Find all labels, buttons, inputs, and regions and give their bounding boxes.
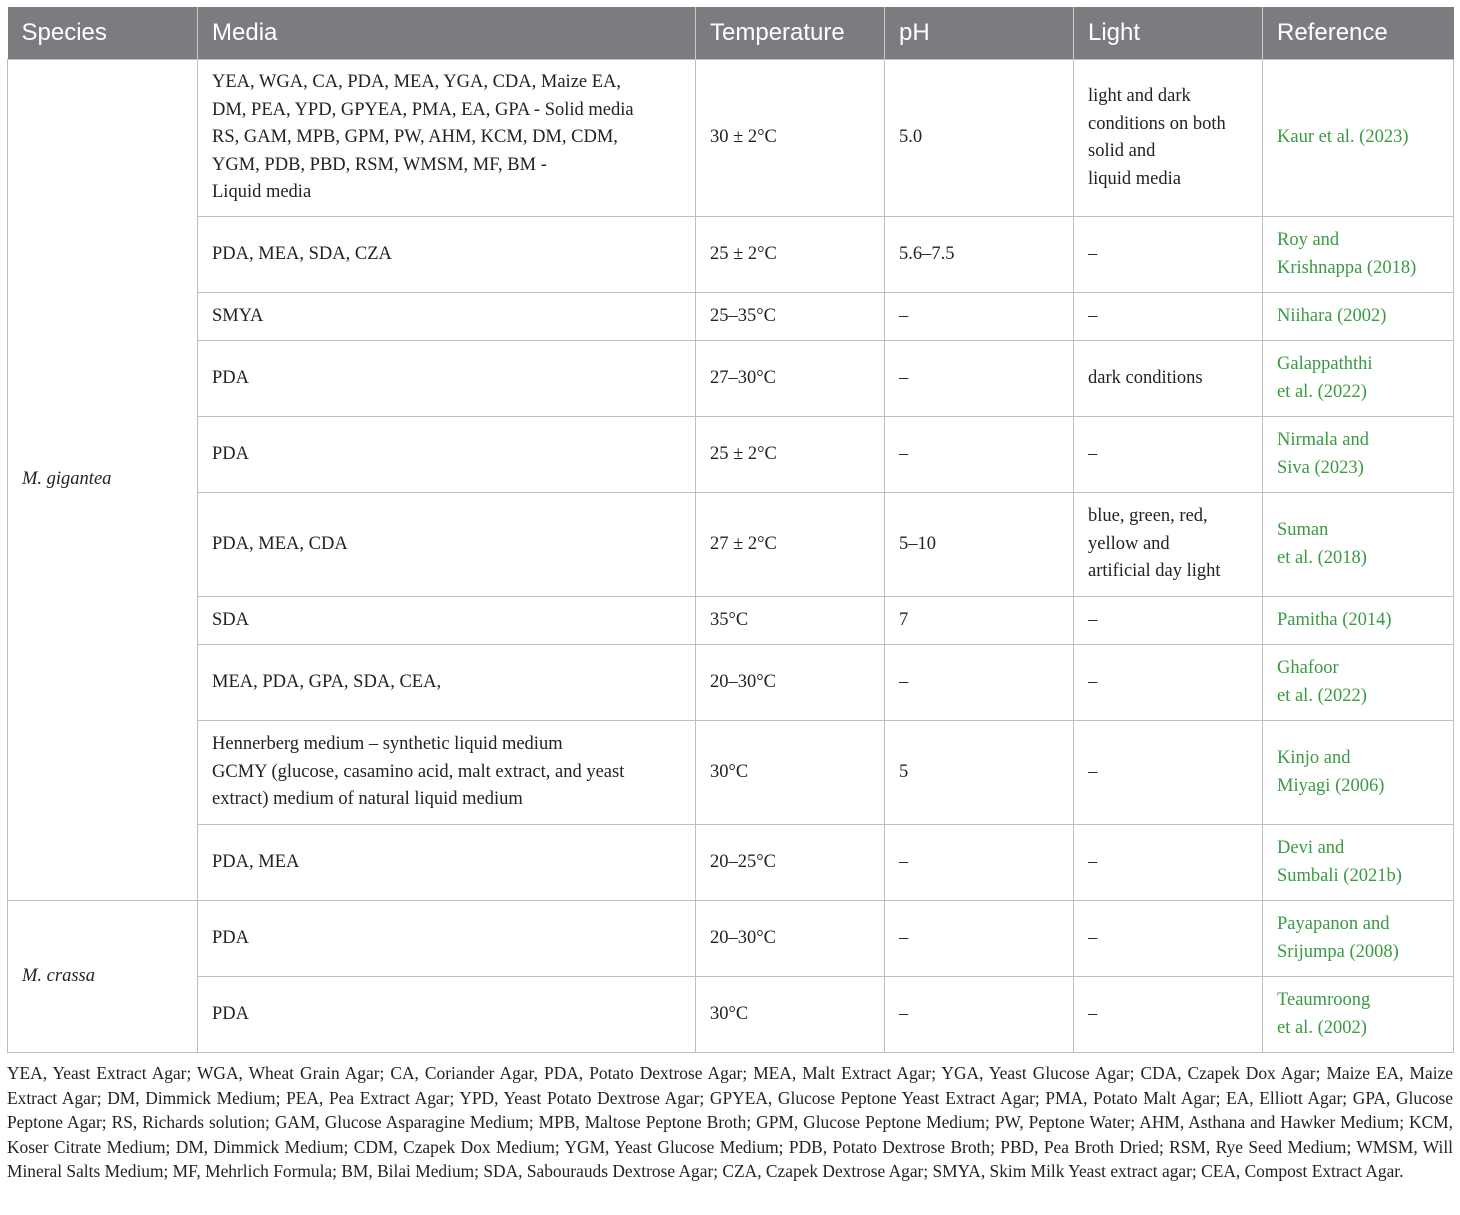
light-cell-line: – <box>1088 671 1098 692</box>
temperature-cell: 35°C <box>696 597 885 645</box>
media-cell <box>198 645 696 721</box>
media-cell-line: PDA <box>212 367 250 388</box>
reference-cell-line: Miyagi (2006) <box>1277 775 1385 796</box>
light-cell-line: – <box>1088 305 1098 326</box>
reference-cell <box>1263 597 1454 645</box>
light-cell <box>1074 597 1263 645</box>
light-cell-line: – <box>1088 609 1098 630</box>
light-cell <box>1074 721 1263 825</box>
temperature-cell: 27 ± 2°C <box>696 493 885 597</box>
reference-cell-line: Pamitha (2014) <box>1277 609 1392 630</box>
light-cell-line: artificial day light <box>1088 561 1221 582</box>
light-cell <box>1074 493 1263 597</box>
table-row <box>8 493 1454 597</box>
temperature-cell: 25 ± 2°C <box>696 217 885 293</box>
media-cell <box>198 977 696 1053</box>
media-cell <box>198 60 696 217</box>
reference-cell-line: Sumbali (2021b) <box>1277 865 1402 886</box>
table-row <box>8 721 1454 825</box>
species-cell: M. crassa <box>8 901 198 1053</box>
ph-cell: – <box>885 417 1074 493</box>
light-cell-line: blue, green, red, <box>1088 506 1208 527</box>
table-row <box>8 293 1454 341</box>
table-row <box>8 341 1454 417</box>
light-cell-line: liquid media <box>1088 168 1181 189</box>
table-container <box>7 7 1453 1053</box>
media-cell-line: MEA, PDA, GPA, SDA, CEA, <box>212 671 442 692</box>
light-cell <box>1074 217 1263 293</box>
reference-cell <box>1263 493 1454 597</box>
reference-cell-line: Siva (2023) <box>1277 457 1364 478</box>
light-cell-line: – <box>1088 927 1098 948</box>
reference-cell-line: Suman <box>1277 520 1329 540</box>
table-row <box>8 417 1454 493</box>
light-cell-line: – <box>1088 761 1098 782</box>
light-cell-line: – <box>1088 443 1098 464</box>
temperature-cell: 20–30°C <box>696 901 885 977</box>
table-row <box>8 597 1454 645</box>
media-cell <box>198 721 696 825</box>
reference-cell-line: et al. (2022) <box>1277 381 1367 402</box>
reference-cell <box>1263 825 1454 901</box>
ph-cell: – <box>885 645 1074 721</box>
light-cell-line: conditions on both <box>1088 113 1226 134</box>
reference-cell-line: Payapanon and <box>1277 914 1390 934</box>
light-cell-line: – <box>1088 851 1098 872</box>
light-cell-line: dark conditions <box>1088 367 1203 388</box>
media-cell-line: RS, GAM, MPB, GPM, PW, AHM, KCM, DM, CDM, <box>212 127 618 148</box>
table-row <box>8 217 1454 293</box>
reference-cell-line: Krishnappa (2018) <box>1277 257 1417 278</box>
light-cell <box>1074 60 1263 217</box>
light-cell <box>1074 977 1263 1053</box>
media-cell-line: PDA <box>212 927 250 948</box>
media-cell-line: SMYA <box>212 305 264 326</box>
table-row <box>8 977 1454 1053</box>
reference-cell <box>1263 60 1454 217</box>
reference-cell <box>1263 645 1454 721</box>
reference-cell-line: Galappaththi <box>1277 354 1373 374</box>
column-header-temperature: Temperature <box>696 7 885 60</box>
light-cell <box>1074 825 1263 901</box>
reference-cell-line: Devi and <box>1277 838 1345 858</box>
reference-cell-line: Nirmala and <box>1277 430 1369 450</box>
media-cell <box>198 901 696 977</box>
temperature-cell: 27–30°C <box>696 341 885 417</box>
media-cell-line: extract) medium of natural liquid medium <box>212 789 523 810</box>
light-cell <box>1074 293 1263 341</box>
light-cell-line: – <box>1088 1003 1098 1024</box>
media-cell-line: YGM, PDB, PBD, RSM, WMSM, MF, BM - <box>212 154 547 175</box>
light-cell <box>1074 341 1263 417</box>
temperature-cell: 30 ± 2°C <box>696 60 885 217</box>
table-row <box>8 901 1454 977</box>
reference-cell-line: Kaur et al. (2023) <box>1277 127 1409 148</box>
column-header-species: Species <box>8 7 198 60</box>
temperature-cell: 30°C <box>696 977 885 1053</box>
temperature-cell: 20–25°C <box>696 825 885 901</box>
media-cell-line: Liquid media <box>212 182 312 203</box>
ph-cell: – <box>885 341 1074 417</box>
ph-cell: 5.6–7.5 <box>885 217 1074 293</box>
reference-cell <box>1263 293 1454 341</box>
table-row <box>8 60 1454 217</box>
ph-cell: – <box>885 901 1074 977</box>
light-cell-line: solid and <box>1088 141 1156 161</box>
media-cell <box>198 217 696 293</box>
ph-cell: 5 <box>885 721 1074 825</box>
reference-cell <box>1263 417 1454 493</box>
column-header-ph: pH <box>885 7 1074 60</box>
reference-cell-line: Niihara (2002) <box>1277 305 1387 326</box>
reference-cell <box>1263 721 1454 825</box>
media-cell <box>198 493 696 597</box>
media-cell-line: Hennerberg medium – synthetic liquid medium <box>212 734 563 755</box>
media-cell-line: DM, PEA, YPD, GPYEA, PMA, EA, GPA - Solid media <box>212 99 634 120</box>
abbreviations-footnote: YEA, Yeast Extract Agar; WGA, Wheat Grain Agar; CA, Coriander Agar, PDA, Potato Dextrose Agar; MEA, Malt Extract Agar; YGA, Yeast Glucose Agar; CDA, Czapek Dox Agar; Maize EA, Maize Extract Agar; DM, Dimmick Medium; PEA, Pea Extract Agar; YPD, Yeast Potato Dextrose Agar; GPYEA, Glucose Peptone Yeast Extract Agar; PMA, Potato Malt Agar; EA, Elliott Agar; GPA, Glucose Peptone Agar; RS, Richards solution; GAM, Glucose Asparagine Medium; MPB, Maltose Peptone Broth; GPM, Glucose Peptone Medium; PW, Peptone Water; AHM, Asthana and Hawker Medium; KCM, Koser Citrate Medium; DM, Dimmick Medium; CDM, Czapek Dox Medium; YGM, Yeast Glucose Medium; PDB, Potato Dextrose Broth; PBD, Pea Broth Dried; RSM, Rye Seed Medium; WMSM, Will Mineral Salts Medium; MF, Mehrlich Formula; BM, Bilai Medium; SDA, Sabourauds Dextrose Agar; CZA, Czapek Dextrose Agar; SMYA, Skim Milk Yeast extract agar; CEA, Compost Extract Agar. <box>7 1063 1453 1182</box>
light-cell <box>1074 901 1263 977</box>
temperature-cell: 20–30°C <box>696 645 885 721</box>
media-cell-line: PDA <box>212 443 250 464</box>
reference-cell-line: Ghafoor <box>1277 658 1339 678</box>
reference-cell <box>1263 977 1454 1053</box>
light-cell <box>1074 645 1263 721</box>
reference-cell <box>1263 901 1454 977</box>
ph-cell: 5–10 <box>885 493 1074 597</box>
media-cell-line: YEA, WGA, CA, PDA, MEA, YGA, CDA, Maize EA, <box>212 72 622 93</box>
reference-cell-line: et al. (2002) <box>1277 1017 1367 1038</box>
reference-cell-line: et al. (2018) <box>1277 547 1367 568</box>
light-cell <box>1074 417 1263 493</box>
reference-cell <box>1263 341 1454 417</box>
culture-conditions-table <box>7 7 1454 1053</box>
header-row <box>8 7 1454 60</box>
ph-cell: – <box>885 977 1074 1053</box>
media-cell-line: PDA, MEA, CDA <box>212 533 348 554</box>
media-cell-line: GCMY (glucose, casamino acid, malt extract, and yeast <box>212 761 625 782</box>
reference-cell-line: et al. (2022) <box>1277 685 1367 706</box>
reference-cell-line: Srijumpa (2008) <box>1277 941 1399 962</box>
media-cell <box>198 293 696 341</box>
light-cell-line: yellow and <box>1088 533 1170 554</box>
ph-cell: 5.0 <box>885 60 1074 217</box>
media-cell <box>198 417 696 493</box>
temperature-cell: 25–35°C <box>696 293 885 341</box>
column-header-media: Media <box>198 7 696 60</box>
media-cell-line: PDA, MEA, SDA, CZA <box>212 243 392 264</box>
table-body <box>8 60 1454 1053</box>
ph-cell: – <box>885 825 1074 901</box>
media-cell <box>198 597 696 645</box>
species-cell: M. gigantea <box>8 60 198 901</box>
ph-cell: – <box>885 293 1074 341</box>
temperature-cell: 25 ± 2°C <box>696 417 885 493</box>
media-cell-line: PDA, MEA <box>212 851 300 872</box>
temperature-cell: 30°C <box>696 721 885 825</box>
media-cell-line: SDA <box>212 609 250 630</box>
reference-cell <box>1263 217 1454 293</box>
ph-cell: 7 <box>885 597 1074 645</box>
light-cell-line: light and dark <box>1088 86 1191 106</box>
reference-cell-line: Kinjo and <box>1277 748 1351 768</box>
light-cell-line: – <box>1088 243 1098 264</box>
media-cell-line: PDA <box>212 1003 250 1024</box>
column-header-light: Light <box>1074 7 1263 60</box>
table-row <box>8 645 1454 721</box>
reference-cell-line: Teaumroong <box>1277 990 1371 1010</box>
media-cell <box>198 341 696 417</box>
media-cell <box>198 825 696 901</box>
table-row <box>8 825 1454 901</box>
reference-cell-line: Roy and <box>1277 230 1340 250</box>
column-header-reference: Reference <box>1263 7 1454 60</box>
